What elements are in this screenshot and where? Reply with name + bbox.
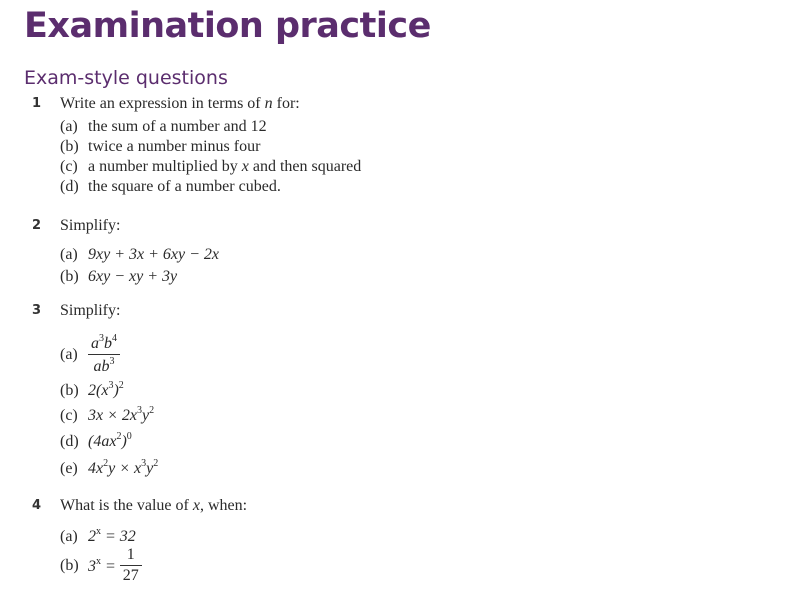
part-text: a number multiplied by x and then squared	[88, 158, 362, 175]
fraction-expression: $\frac{a^3b^4}{ab^3}$	[88, 333, 120, 376]
part-label: (d)	[60, 178, 79, 195]
part-expression: 6xy − xy + 3y	[88, 268, 178, 285]
question-part	[60, 458, 158, 478]
question-number: 1	[32, 96, 42, 111]
part-label: (b)	[60, 382, 79, 399]
question-part	[60, 405, 154, 425]
part-expression: $4x^2y \times x^3y^2$	[88, 458, 159, 477]
question-part	[60, 138, 260, 156]
question-prompt: What is the value of x, when:	[60, 497, 248, 514]
part-expression: $2(x^3)^2$	[88, 380, 124, 399]
part-label: (b)	[60, 268, 79, 285]
part-expression: $(4ax^2)^0$	[88, 431, 132, 450]
part-expression: $2^x = 32$	[88, 526, 136, 545]
part-text: the sum of a number and 12	[88, 118, 267, 135]
question-part	[60, 246, 219, 264]
question-prompt: Write an expression in terms of n for:	[60, 95, 300, 112]
page-title: Examination practice	[24, 6, 431, 46]
part-text: the square of a number cubed.	[88, 178, 281, 195]
question-part	[60, 546, 142, 585]
question-part	[60, 333, 120, 376]
part-text: twice a number minus four	[88, 138, 261, 155]
part-expression: $3^x$ =	[88, 555, 120, 575]
part-label: (a)	[60, 345, 78, 363]
question-part	[60, 178, 281, 196]
question-part	[60, 526, 136, 546]
part-label: (a)	[60, 118, 78, 135]
question-number: 2	[32, 218, 42, 233]
part-label: (b)	[60, 138, 79, 155]
question-part	[60, 158, 361, 176]
question-part	[60, 268, 177, 286]
part-label: (c)	[60, 158, 78, 175]
question-part	[60, 118, 267, 136]
question-number: 4	[32, 498, 42, 513]
question-prompt: Simplify:	[60, 302, 121, 319]
part-label: (a)	[60, 528, 78, 545]
question-prompt: Simplify:	[60, 217, 121, 234]
question-number: 3	[32, 303, 42, 318]
part-label: (e)	[60, 460, 78, 477]
question-part	[60, 380, 124, 400]
section-heading: Exam-style questions	[24, 67, 228, 89]
part-label: (a)	[60, 246, 78, 263]
part-expression: $3x \times 2x^3y^2$	[88, 405, 155, 424]
part-label: (d)	[60, 433, 79, 450]
part-label: (c)	[60, 407, 78, 424]
part-label: (b)	[60, 556, 79, 574]
fraction-expression: $\frac{1}{27}$	[120, 546, 142, 585]
part-expression: 9xy + 3x + 6xy − 2x	[88, 246, 219, 263]
question-part	[60, 431, 132, 451]
